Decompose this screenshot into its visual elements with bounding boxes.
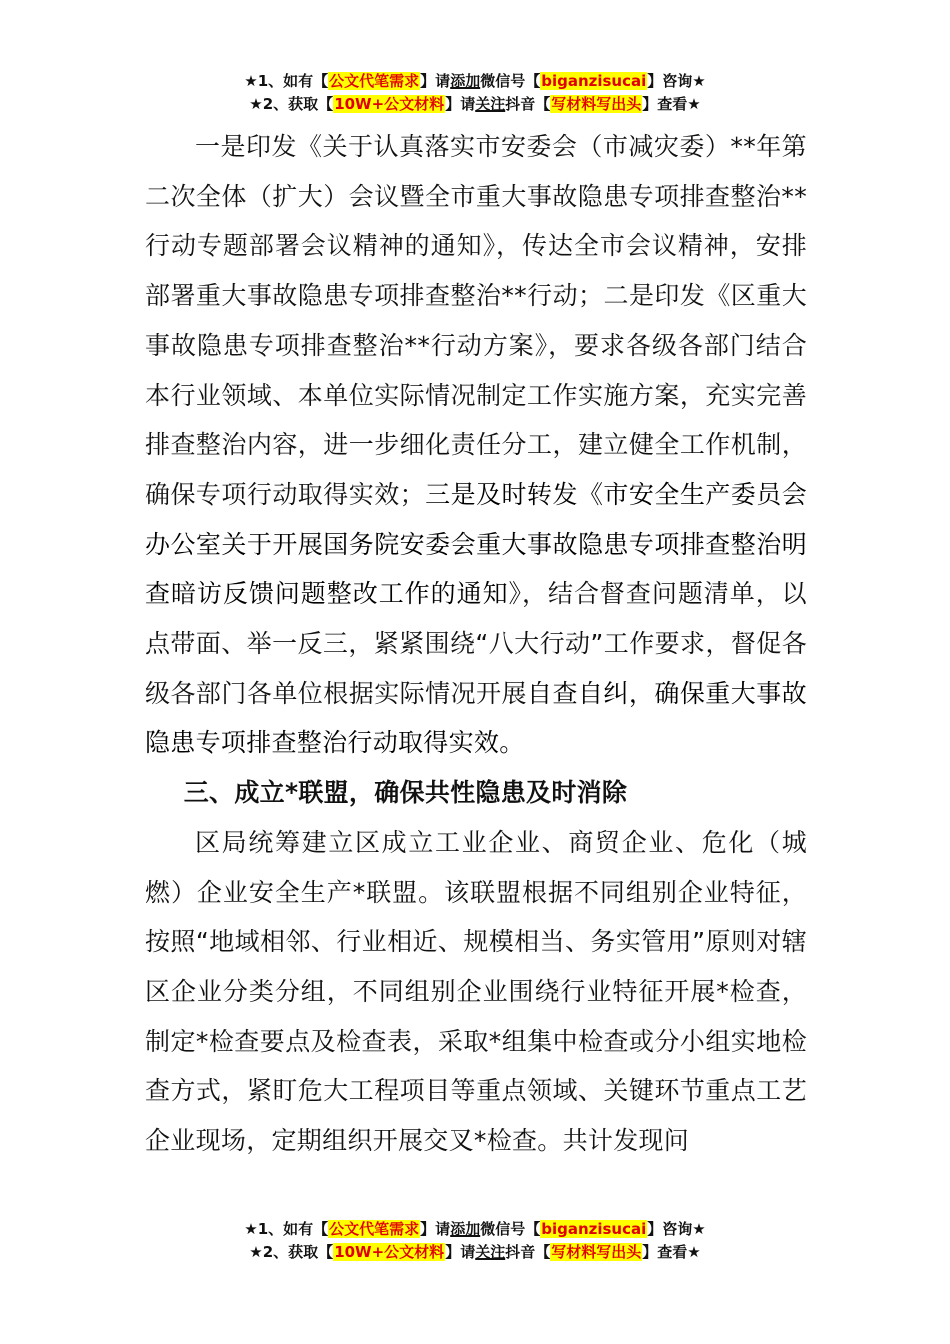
header-banner	[0, 70, 950, 116]
highlight-douyin: 写材料写出头	[551, 95, 642, 113]
document-body	[145, 122, 807, 1166]
banner-line-1: ★1、如有【公文代笔需求】请添加微信号【biganzisucai】咨询★	[244, 72, 706, 90]
banner-line-2: ★2、获取【10W+公文材料】请关注抖音【写材料写出头】查看★	[249, 1243, 701, 1261]
highlight-wechat-id: biganzisucai	[541, 1220, 647, 1238]
highlight-wechat-id: biganzisucai	[541, 72, 647, 90]
highlight-ghostwriting: 公文代笔需求	[329, 1220, 420, 1238]
highlight-materials: 10W+公文材料	[334, 1243, 445, 1261]
footer-banner	[0, 1218, 950, 1264]
banner-line-1: ★1、如有【公文代笔需求】请添加微信号【biganzisucai】咨询★	[244, 1220, 706, 1238]
paragraph-1: 一是印发《关于认真落实市安委会（市减灾委）**年第二次全体（扩大）会议暨全市重大事故隐患专项排查整治**行动专题部署会议精神的通知》，传达全市会议精神，安排部署重大事故隐患专项排查整治**行动；二是印发《区重大事故隐患专项排查整治**行动方案》，要求各级各部门结合本行业领域、本单位实际情况制定工作实施方案，充实完善排查整治内容，进一步细化责任分工，建立健全工作机制，确保专项行动取得实效；三是及时转发《市安全生产委员会办公室关于开展国务院安委会重大事故隐患专项排查整治明查暗访反馈问题整改工作的通知》，结合督查问题清单，以点带面、举一反三，紧紧围绕“八大行动”工作要求，督促各级各部门各单位根据实际情况开展自查自纠，确保重大事故隐患专项排查整治行动取得实效。	[145, 132, 807, 758]
highlight-materials: 10W+公文材料	[334, 95, 445, 113]
section-heading: 三、成立*联盟，确保共性隐患及时消除	[183, 778, 628, 808]
highlight-douyin: 写材料写出头	[551, 1243, 642, 1261]
paragraph-2: 区局统筹建立区成立工业企业、商贸企业、危化（城燃）企业安全生产*联盟。该联盟根据不同组别企业特征，按照“地域相邻、行业相近、规模相当、务实管用”原则对辖区企业分类分组，不同组别企业围绕行业特征开展*检查，制定*检查要点及检查表，采取*组集中检查或分小组实地检查方式，紧盯危大工程项目等重点领域、关键环节重点工艺企业现场，定期组织开展交叉*检查。共计发现问	[145, 827, 807, 1156]
banner-line-2: ★2、获取【10W+公文材料】请关注抖音【写材料写出头】查看★	[249, 95, 701, 113]
highlight-ghostwriting: 公文代笔需求	[329, 72, 420, 90]
